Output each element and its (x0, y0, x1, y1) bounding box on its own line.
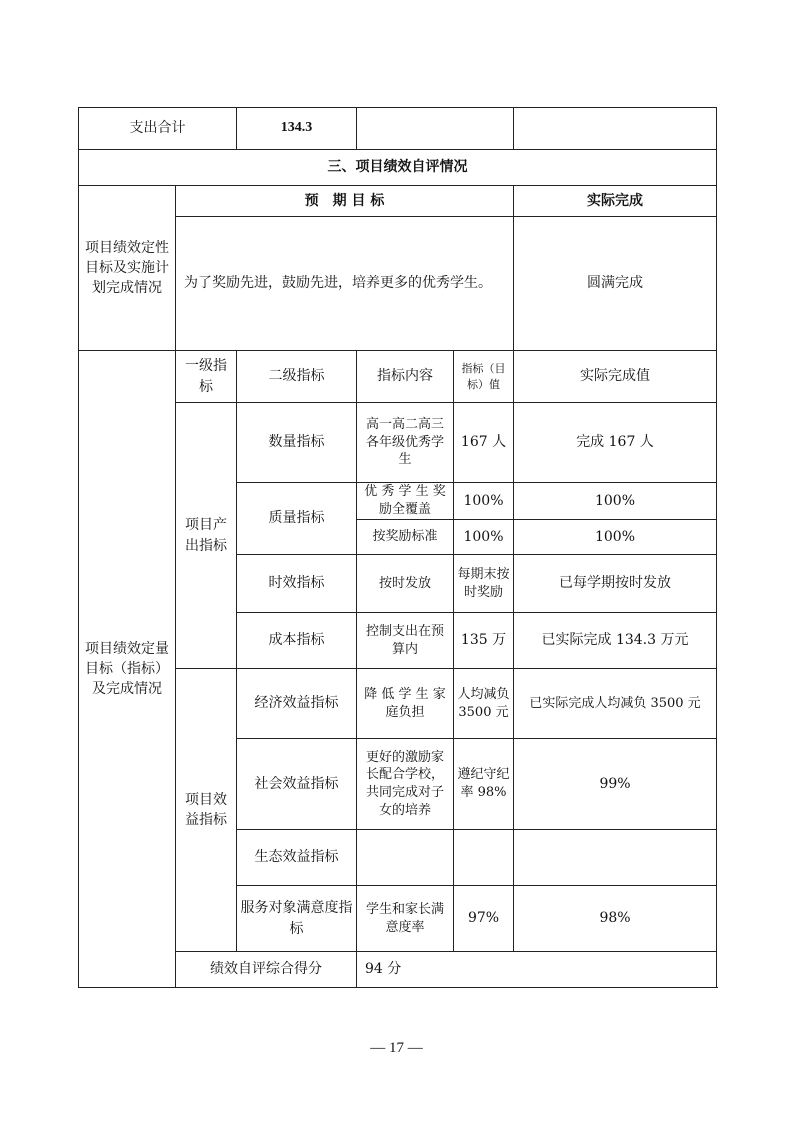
content-cell: 高一高二高三各年级优秀学生 (357, 403, 454, 483)
level2-cell: 数量指标 (237, 403, 357, 483)
empty-cell (514, 108, 717, 150)
expected-goal-text: 为了奖励先进，鼓励先进，培养更多的优秀学生。 (176, 217, 514, 351)
actual-cell: 100% (514, 483, 717, 520)
benefit-group-label: 项目效益指标 (176, 669, 237, 952)
content-header: 指标内容 (357, 351, 454, 403)
level2-cell: 时效指标 (237, 555, 357, 613)
actual-cell: 已实际完成 134.3 万元 (514, 613, 717, 669)
level2-cell: 服务对象满意度指标 (237, 886, 357, 952)
content-cell: 学生和家长满意度率 (357, 886, 454, 952)
actual-cell: 已每学期按时发放 (514, 555, 717, 613)
content-cell (357, 830, 454, 886)
level2-cell: 社会效益指标 (237, 739, 357, 830)
actual-cell: 已实际完成人均减负 3500 元 (514, 669, 717, 739)
expense-total-value: 134.3 (237, 108, 357, 150)
score-label: 绩效自评综合得分 (176, 952, 357, 988)
content-cell: 优 秀 学 生 奖励全覆盖 (357, 483, 454, 520)
index-value-header: 指标（目标）值 (454, 351, 514, 403)
level1-header: 一级指标 (176, 351, 237, 403)
actual-completion-text: 圆满完成 (514, 217, 717, 351)
level2-cell: 质量指标 (237, 483, 357, 555)
section-title: 三、项目绩效自评情况 (79, 150, 717, 186)
section-title-row (79, 150, 717, 186)
expected-goal-header: 预 期 目 标 (176, 186, 514, 217)
quantitative-label: 项目绩效定量目标（指标）及完成情况 (79, 351, 176, 988)
level2-cell: 生态效益指标 (237, 830, 357, 886)
content-cell: 按时发放 (357, 555, 454, 613)
index-cell: 遵纪守纪率 98% (454, 739, 514, 830)
output-group-label: 项目产出指标 (176, 403, 237, 669)
empty-cell (357, 108, 514, 150)
actual-cell: 99% (514, 739, 717, 830)
level2-cell: 成本指标 (237, 613, 357, 669)
content-cell: 降 低 学 生 家庭负担 (357, 669, 454, 739)
index-cell: 100% (454, 483, 514, 520)
actual-cell: 完成 167 人 (514, 403, 717, 483)
actual-value-header: 实际完成值 (514, 351, 717, 403)
expense-total-row (79, 108, 717, 150)
index-cell (454, 830, 514, 886)
index-cell: 167 人 (454, 403, 514, 483)
qualitative-header-row (79, 186, 717, 217)
actual-completion-header: 实际完成 (514, 186, 717, 217)
actual-cell: 98% (514, 886, 717, 952)
content-cell: 更好的激励家长配合学校，共同完成对子女的培养 (357, 739, 454, 830)
qualitative-label: 项目绩效定性目标及实施计划完成情况 (79, 186, 176, 351)
quantitative-header-row (79, 351, 717, 403)
index-cell: 100% (454, 520, 514, 555)
index-cell: 135 万 (454, 613, 514, 669)
index-cell: 人均减负 3500 元 (454, 669, 514, 739)
content-cell: 控制支出在预算内 (357, 613, 454, 669)
content-cell: 按奖励标准 (357, 520, 454, 555)
index-cell: 97% (454, 886, 514, 952)
performance-table (78, 107, 717, 988)
expense-total-label: 支出合计 (79, 108, 237, 150)
page-number: — 17 — (370, 1040, 423, 1056)
actual-cell: 100% (514, 520, 717, 555)
level2-header: 二级指标 (237, 351, 357, 403)
score-value: 94 分 (357, 952, 717, 988)
actual-cell (514, 830, 717, 886)
level2-cell: 经济效益指标 (237, 669, 357, 739)
index-cell: 每期末按时奖励 (454, 555, 514, 613)
